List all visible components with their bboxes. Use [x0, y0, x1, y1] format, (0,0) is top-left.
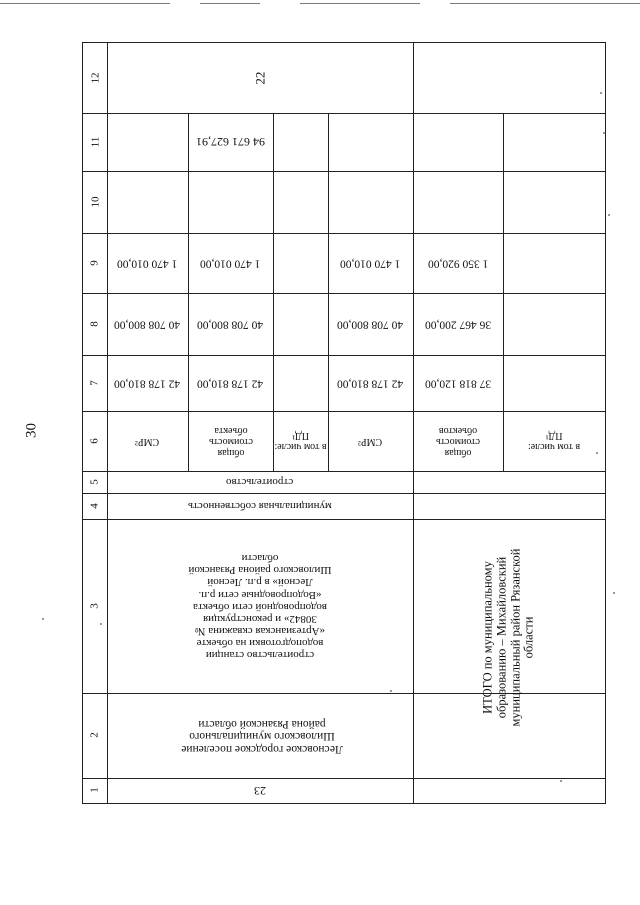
row1-line4-c7: [328, 355, 413, 411]
col-num-7-text: 7: [88, 380, 101, 386]
row2-line1-label-text: общая стоимость объектов: [436, 424, 480, 458]
row2-title-text: ИТОГО по муниципальному образованию – Михайловский муниципальный район Рязанской области: [480, 548, 536, 726]
col-num-1: [83, 778, 107, 803]
row2-line1-c9: [413, 233, 503, 293]
row1-line1-label: [107, 411, 188, 471]
row1-line2-label: [188, 411, 273, 471]
scan-speck: [100, 623, 102, 625]
scan-speck: [608, 214, 610, 216]
col-num-5-text: 5: [88, 479, 101, 485]
row2-line1-c8-text: 36 467 200,00: [424, 318, 492, 331]
row1-work-type: [107, 471, 413, 493]
row1-line1-c9-text: 1 470 010,00: [117, 257, 178, 270]
row1-object: [185, 519, 335, 693]
row1-line2-c8: [188, 293, 273, 355]
scan-speck: [390, 690, 392, 692]
scan-edge: [0, 0, 640, 6]
col-num-2-text: 2: [88, 732, 101, 739]
col-num-5: [83, 471, 107, 493]
col-num-12: [83, 43, 107, 113]
scan-speck: [560, 780, 562, 782]
col-num-8: [83, 293, 107, 355]
col-num-6: [83, 411, 107, 471]
row1-line4-c9: [328, 233, 413, 293]
row1-name-text: Лесновское городское поселение Шиловского муниципального района Рязанской области: [181, 717, 343, 755]
col-num-4: [83, 493, 107, 519]
row2-line1-c7-text: 37 818 120,00: [424, 377, 492, 390]
row1-line4-c8-text: 40 708 800,00: [337, 318, 404, 331]
col-num-6-text: 6: [88, 438, 101, 444]
scan-speck: [600, 92, 602, 94]
row1-line1-c8: [107, 293, 188, 355]
row1-line2-c8-text: 40 708 800,00: [197, 318, 264, 331]
row1-line2-c7-text: 42 178 810,00: [197, 377, 264, 390]
page-number: 30: [23, 423, 40, 438]
row1-line4-c8: [328, 293, 413, 355]
row2-line1-c9-text: 1 350 920,00: [427, 257, 489, 270]
col-num-10: [83, 171, 107, 233]
row1-col12-text: 22: [251, 71, 267, 85]
scan-speck: [42, 618, 44, 620]
col-num-9-text: 9: [88, 260, 101, 266]
row1-work-type-text: строительство: [226, 476, 294, 489]
row2-line2-label: [503, 411, 605, 471]
row1-ownership: [107, 493, 413, 519]
row1-col11-total-text: 94 671 627,91: [196, 135, 265, 150]
col-num-9: [83, 233, 107, 293]
row1-line4-label: [328, 411, 413, 471]
row2-title: [413, 471, 605, 803]
row1-line3-label: [273, 411, 328, 471]
grid-line: [83, 171, 605, 172]
row1-name: [177, 693, 347, 778]
col-num-8-text: 8: [88, 321, 101, 327]
row2-line2-label-text: в том числе: ПД¹: [527, 430, 581, 452]
row1-line3-label-text: в том числе: ПД¹: [274, 430, 327, 452]
sheet: [82, 42, 606, 804]
row1-object-text: строительство станции водоподготовки на объекте «Артезианская скважина № 30842» и реконструкция водопроводной сети объекта «Водопроводные сети р.п. Лесной» в р.п. Лесной Шиловского района Рязанской области: [188, 551, 332, 661]
col-num-3: [83, 519, 107, 693]
row1-line2-c9-text: 1 470 010,00: [200, 257, 261, 270]
col-num-7: [83, 355, 107, 411]
row1-col11-total: [188, 113, 273, 171]
col-num-2: [83, 693, 107, 778]
row1-line4-label-text: СМР²: [358, 435, 383, 447]
scan-speck: [613, 592, 615, 594]
row1-col12: [107, 43, 413, 113]
row2-line1-c7: [413, 355, 503, 411]
row1-line2-c7: [188, 355, 273, 411]
row1-line1-c8-text: 40 708 800,00: [114, 318, 181, 331]
row1-line1-label-text: СМР²: [135, 435, 160, 447]
row1-line2-label-text: общая стоимость объекта: [208, 424, 253, 458]
col-num-1-text: 1: [88, 787, 101, 794]
row1-line4-c9-text: 1 470 010,00: [340, 257, 401, 270]
row1-line1-c7: [107, 355, 188, 411]
scan-speck: [603, 132, 605, 134]
col-num-3-text: 3: [88, 603, 101, 609]
row2-line1-c8: [413, 293, 503, 355]
col-num-12-text: 12: [88, 72, 101, 84]
row1-line1-c9: [107, 233, 188, 293]
col-num-4-text: 4: [88, 503, 101, 509]
col-num-11-text: 11: [88, 136, 101, 148]
scan-speck: [596, 452, 598, 454]
row1-line4-c7-text: 42 178 810,00: [337, 377, 404, 390]
row1-ownership-text: муниципальная собственность: [188, 500, 332, 513]
row1-line1-c7-text: 42 178 810,00: [114, 377, 181, 390]
col-num-11: [83, 113, 107, 171]
row1-no-text: 23: [254, 784, 266, 799]
row1-line2-c9: [188, 233, 273, 293]
col-num-10-text: 10: [88, 196, 101, 208]
row1-no: [107, 778, 413, 803]
row2-line1-label: [413, 411, 503, 471]
grid-line: [83, 113, 605, 114]
